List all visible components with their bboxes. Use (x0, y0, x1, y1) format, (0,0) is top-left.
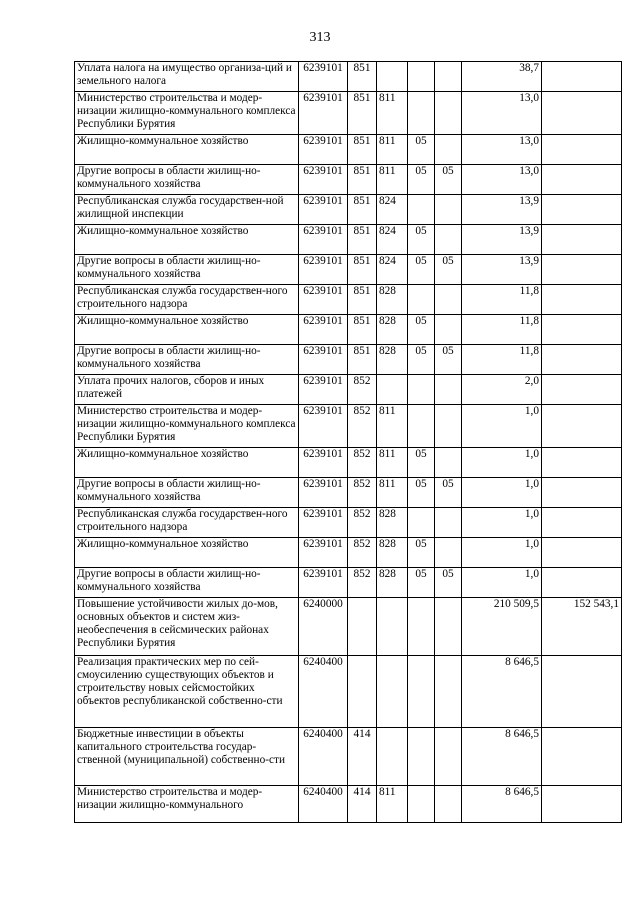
row-ministry-code: 828 (377, 345, 408, 375)
row-name: Другие вопросы в области жилищ-но-коммунального хозяйства (75, 165, 299, 195)
table-row (75, 285, 622, 315)
table-row (75, 728, 622, 786)
row-code: 6239101 (299, 538, 348, 568)
row-code: 6239101 (299, 375, 348, 405)
row-subsection (435, 448, 462, 478)
row-name: Республиканская служба государствен-ного строительного надзора (75, 508, 299, 538)
table-row (75, 315, 622, 345)
row-ministry-code: 824 (377, 255, 408, 285)
row-code: 6239101 (299, 92, 348, 135)
row-sum-next (542, 568, 622, 598)
row-expense-type: 852 (348, 448, 377, 478)
row-sum: 13,0 (462, 92, 542, 135)
row-expense-type: 851 (348, 285, 377, 315)
row-section: 05 (408, 568, 435, 598)
row-name: Другие вопросы в области жилищ-но-коммунального хозяйства (75, 568, 299, 598)
row-sum-next (542, 508, 622, 538)
row-ministry-code: 811 (377, 405, 408, 448)
row-subsection (435, 285, 462, 315)
row-section (408, 656, 435, 728)
row-subsection (435, 656, 462, 728)
table-row (75, 568, 622, 598)
row-name: Повышение устойчивости жилых до-мов, основных объектов и систем жиз-необеспечения в сейсмических районах Республики Бурятия (75, 598, 299, 656)
row-section: 05 (408, 478, 435, 508)
row-expense-type: 851 (348, 225, 377, 255)
row-expense-type: 852 (348, 568, 377, 598)
row-name: Другие вопросы в области жилищ-но-коммунального хозяйства (75, 345, 299, 375)
table-row (75, 195, 622, 225)
row-section: 05 (408, 165, 435, 195)
row-ministry-code: 824 (377, 225, 408, 255)
table-row (75, 448, 622, 478)
row-name: Жилищно-коммунальное хозяйство (75, 135, 299, 165)
row-sum-next (542, 225, 622, 255)
row-section: 05 (408, 345, 435, 375)
row-sum: 11,8 (462, 285, 542, 315)
table-row (75, 225, 622, 255)
row-ministry-code: 828 (377, 568, 408, 598)
row-sum-next (542, 448, 622, 478)
row-sum: 2,0 (462, 375, 542, 405)
budget-table-body (75, 62, 622, 823)
row-ministry-code (377, 656, 408, 728)
row-sum-next (542, 728, 622, 786)
row-sum-next (542, 315, 622, 345)
row-expense-type (348, 598, 377, 656)
row-section: 05 (408, 255, 435, 285)
row-code: 6239101 (299, 315, 348, 345)
row-sum-next (542, 656, 622, 728)
row-sum: 13,0 (462, 135, 542, 165)
row-expense-type: 414 (348, 728, 377, 786)
row-expense-type: 852 (348, 538, 377, 568)
row-subsection (435, 405, 462, 448)
row-sum-next (542, 165, 622, 195)
row-name: Уплата прочих налогов, сборов и иных платежей (75, 375, 299, 405)
row-section (408, 728, 435, 786)
row-name: Бюджетные инвестиции в объекты капитального строительства государ-ственной (муниципальной) собственно-сти (75, 728, 299, 786)
table-row (75, 508, 622, 538)
row-sum: 8 646,5 (462, 728, 542, 786)
row-ministry-code: 811 (377, 165, 408, 195)
row-ministry-code: 811 (377, 135, 408, 165)
row-sum: 13,0 (462, 165, 542, 195)
row-sum: 13,9 (462, 255, 542, 285)
row-section: 05 (408, 225, 435, 255)
row-subsection: 05 (435, 255, 462, 285)
row-ministry-code: 811 (377, 478, 408, 508)
row-expense-type: 414 (348, 786, 377, 823)
row-expense-type: 852 (348, 405, 377, 448)
row-sum: 1,0 (462, 405, 542, 448)
row-sum-next (542, 255, 622, 285)
row-section (408, 375, 435, 405)
row-subsection (435, 375, 462, 405)
table-row (75, 92, 622, 135)
row-name: Реализация практических мер по сей-смоусилению существующих объектов и строительству новых сейсмостойких объектов республиканской собственно-сти (75, 656, 299, 728)
row-subsection (435, 135, 462, 165)
row-subsection (435, 508, 462, 538)
row-subsection (435, 786, 462, 823)
row-sum: 1,0 (462, 508, 542, 538)
row-expense-type: 851 (348, 92, 377, 135)
row-subsection: 05 (435, 478, 462, 508)
row-name: Жилищно-коммунальное хозяйство (75, 448, 299, 478)
row-code: 6239101 (299, 478, 348, 508)
row-expense-type: 852 (348, 375, 377, 405)
table-row (75, 478, 622, 508)
row-expense-type: 851 (348, 135, 377, 165)
row-section: 05 (408, 135, 435, 165)
row-subsection: 05 (435, 165, 462, 195)
row-section: 05 (408, 448, 435, 478)
row-sum: 38,7 (462, 62, 542, 92)
row-sum-next (542, 92, 622, 135)
row-section (408, 62, 435, 92)
row-section: 05 (408, 538, 435, 568)
row-code: 6239101 (299, 405, 348, 448)
row-sum-next (542, 786, 622, 823)
table-row (75, 786, 622, 823)
row-name: Уплата налога на имущество организа-ций и земельного налога (75, 62, 299, 92)
table-row (75, 165, 622, 195)
row-code: 6240400 (299, 786, 348, 823)
row-subsection (435, 62, 462, 92)
row-sum-next (542, 195, 622, 225)
row-expense-type: 851 (348, 255, 377, 285)
row-subsection (435, 225, 462, 255)
row-sum: 1,0 (462, 568, 542, 598)
row-name: Министерство строительства и модер-низации жилищно-коммунального комплекса Республики Бурятия (75, 405, 299, 448)
row-sum-next (542, 62, 622, 92)
row-code: 6239101 (299, 345, 348, 375)
row-code: 6239101 (299, 62, 348, 92)
row-sum-next (542, 405, 622, 448)
row-sum-next (542, 135, 622, 165)
row-sum: 8 646,5 (462, 656, 542, 728)
row-expense-type: 851 (348, 345, 377, 375)
page-number: 313 (309, 30, 331, 45)
row-name: Другие вопросы в области жилищ-но-коммунального хозяйства (75, 478, 299, 508)
budget-table (74, 61, 622, 823)
row-name: Жилищно-коммунальное хозяйство (75, 315, 299, 345)
row-sum-next (542, 538, 622, 568)
row-expense-type: 852 (348, 508, 377, 538)
table-row (75, 62, 622, 92)
row-code: 6239101 (299, 285, 348, 315)
row-ministry-code: 828 (377, 538, 408, 568)
table-row (75, 375, 622, 405)
row-sum-next (542, 478, 622, 508)
row-code: 6239101 (299, 508, 348, 538)
row-code: 6239101 (299, 568, 348, 598)
table-row (75, 405, 622, 448)
row-section (408, 405, 435, 448)
row-ministry-code (377, 375, 408, 405)
row-sum: 11,8 (462, 345, 542, 375)
row-expense-type (348, 656, 377, 728)
row-subsection (435, 315, 462, 345)
row-name: Жилищно-коммунальное хозяйство (75, 538, 299, 568)
row-name: Министерство строительства и модер-низации жилищно-коммунального комплекса Республики Бурятия (75, 92, 299, 135)
row-code: 6240400 (299, 728, 348, 786)
row-code: 6239101 (299, 195, 348, 225)
row-code: 6240400 (299, 656, 348, 728)
table-row (75, 538, 622, 568)
row-ministry-code: 828 (377, 315, 408, 345)
row-sum-next (542, 375, 622, 405)
row-name: Республиканская служба государствен-ного строительного надзора (75, 285, 299, 315)
row-code: 6239101 (299, 165, 348, 195)
row-subsection (435, 92, 462, 135)
row-expense-type: 851 (348, 195, 377, 225)
row-section (408, 508, 435, 538)
row-name: Республиканская служба государствен-ной жилищной инспекции (75, 195, 299, 225)
row-ministry-code (377, 62, 408, 92)
row-expense-type: 851 (348, 165, 377, 195)
row-sum: 8 646,5 (462, 786, 542, 823)
row-ministry-code: 828 (377, 508, 408, 538)
row-section (408, 195, 435, 225)
row-ministry-code: 811 (377, 448, 408, 478)
row-code: 6239101 (299, 135, 348, 165)
row-sum: 210 509,5 (462, 598, 542, 656)
row-ministry-code (377, 598, 408, 656)
row-sum: 1,0 (462, 478, 542, 508)
row-subsection (435, 538, 462, 568)
row-subsection (435, 728, 462, 786)
row-section (408, 285, 435, 315)
row-ministry-code (377, 728, 408, 786)
table-row (75, 345, 622, 375)
table-row (75, 135, 622, 165)
row-ministry-code: 824 (377, 195, 408, 225)
row-ministry-code: 811 (377, 786, 408, 823)
table-row (75, 656, 622, 728)
row-expense-type: 851 (348, 315, 377, 345)
row-section (408, 598, 435, 656)
row-subsection: 05 (435, 345, 462, 375)
row-sum: 13,9 (462, 225, 542, 255)
row-sum-next (542, 285, 622, 315)
row-subsection (435, 598, 462, 656)
table-row (75, 598, 622, 656)
row-sum: 11,8 (462, 315, 542, 345)
row-expense-type: 852 (348, 478, 377, 508)
row-code: 6239101 (299, 225, 348, 255)
row-expense-type: 851 (348, 62, 377, 92)
row-code: 6239101 (299, 448, 348, 478)
row-section (408, 92, 435, 135)
row-sum: 1,0 (462, 448, 542, 478)
row-section: 05 (408, 315, 435, 345)
row-sum-next: 152 543,1 (542, 598, 622, 656)
row-name: Жилищно-коммунальное хозяйство (75, 225, 299, 255)
row-name: Другие вопросы в области жилищ-но-коммунального хозяйства (75, 255, 299, 285)
row-sum-next (542, 345, 622, 375)
row-section (408, 786, 435, 823)
table-row (75, 255, 622, 285)
row-sum: 13,9 (462, 195, 542, 225)
row-sum: 1,0 (462, 538, 542, 568)
row-ministry-code: 811 (377, 92, 408, 135)
row-subsection (435, 195, 462, 225)
row-subsection: 05 (435, 568, 462, 598)
row-code: 6240000 (299, 598, 348, 656)
row-name: Министерство строительства и модер-низации жилищно-коммунального (75, 786, 299, 823)
row-code: 6239101 (299, 255, 348, 285)
row-ministry-code: 828 (377, 285, 408, 315)
